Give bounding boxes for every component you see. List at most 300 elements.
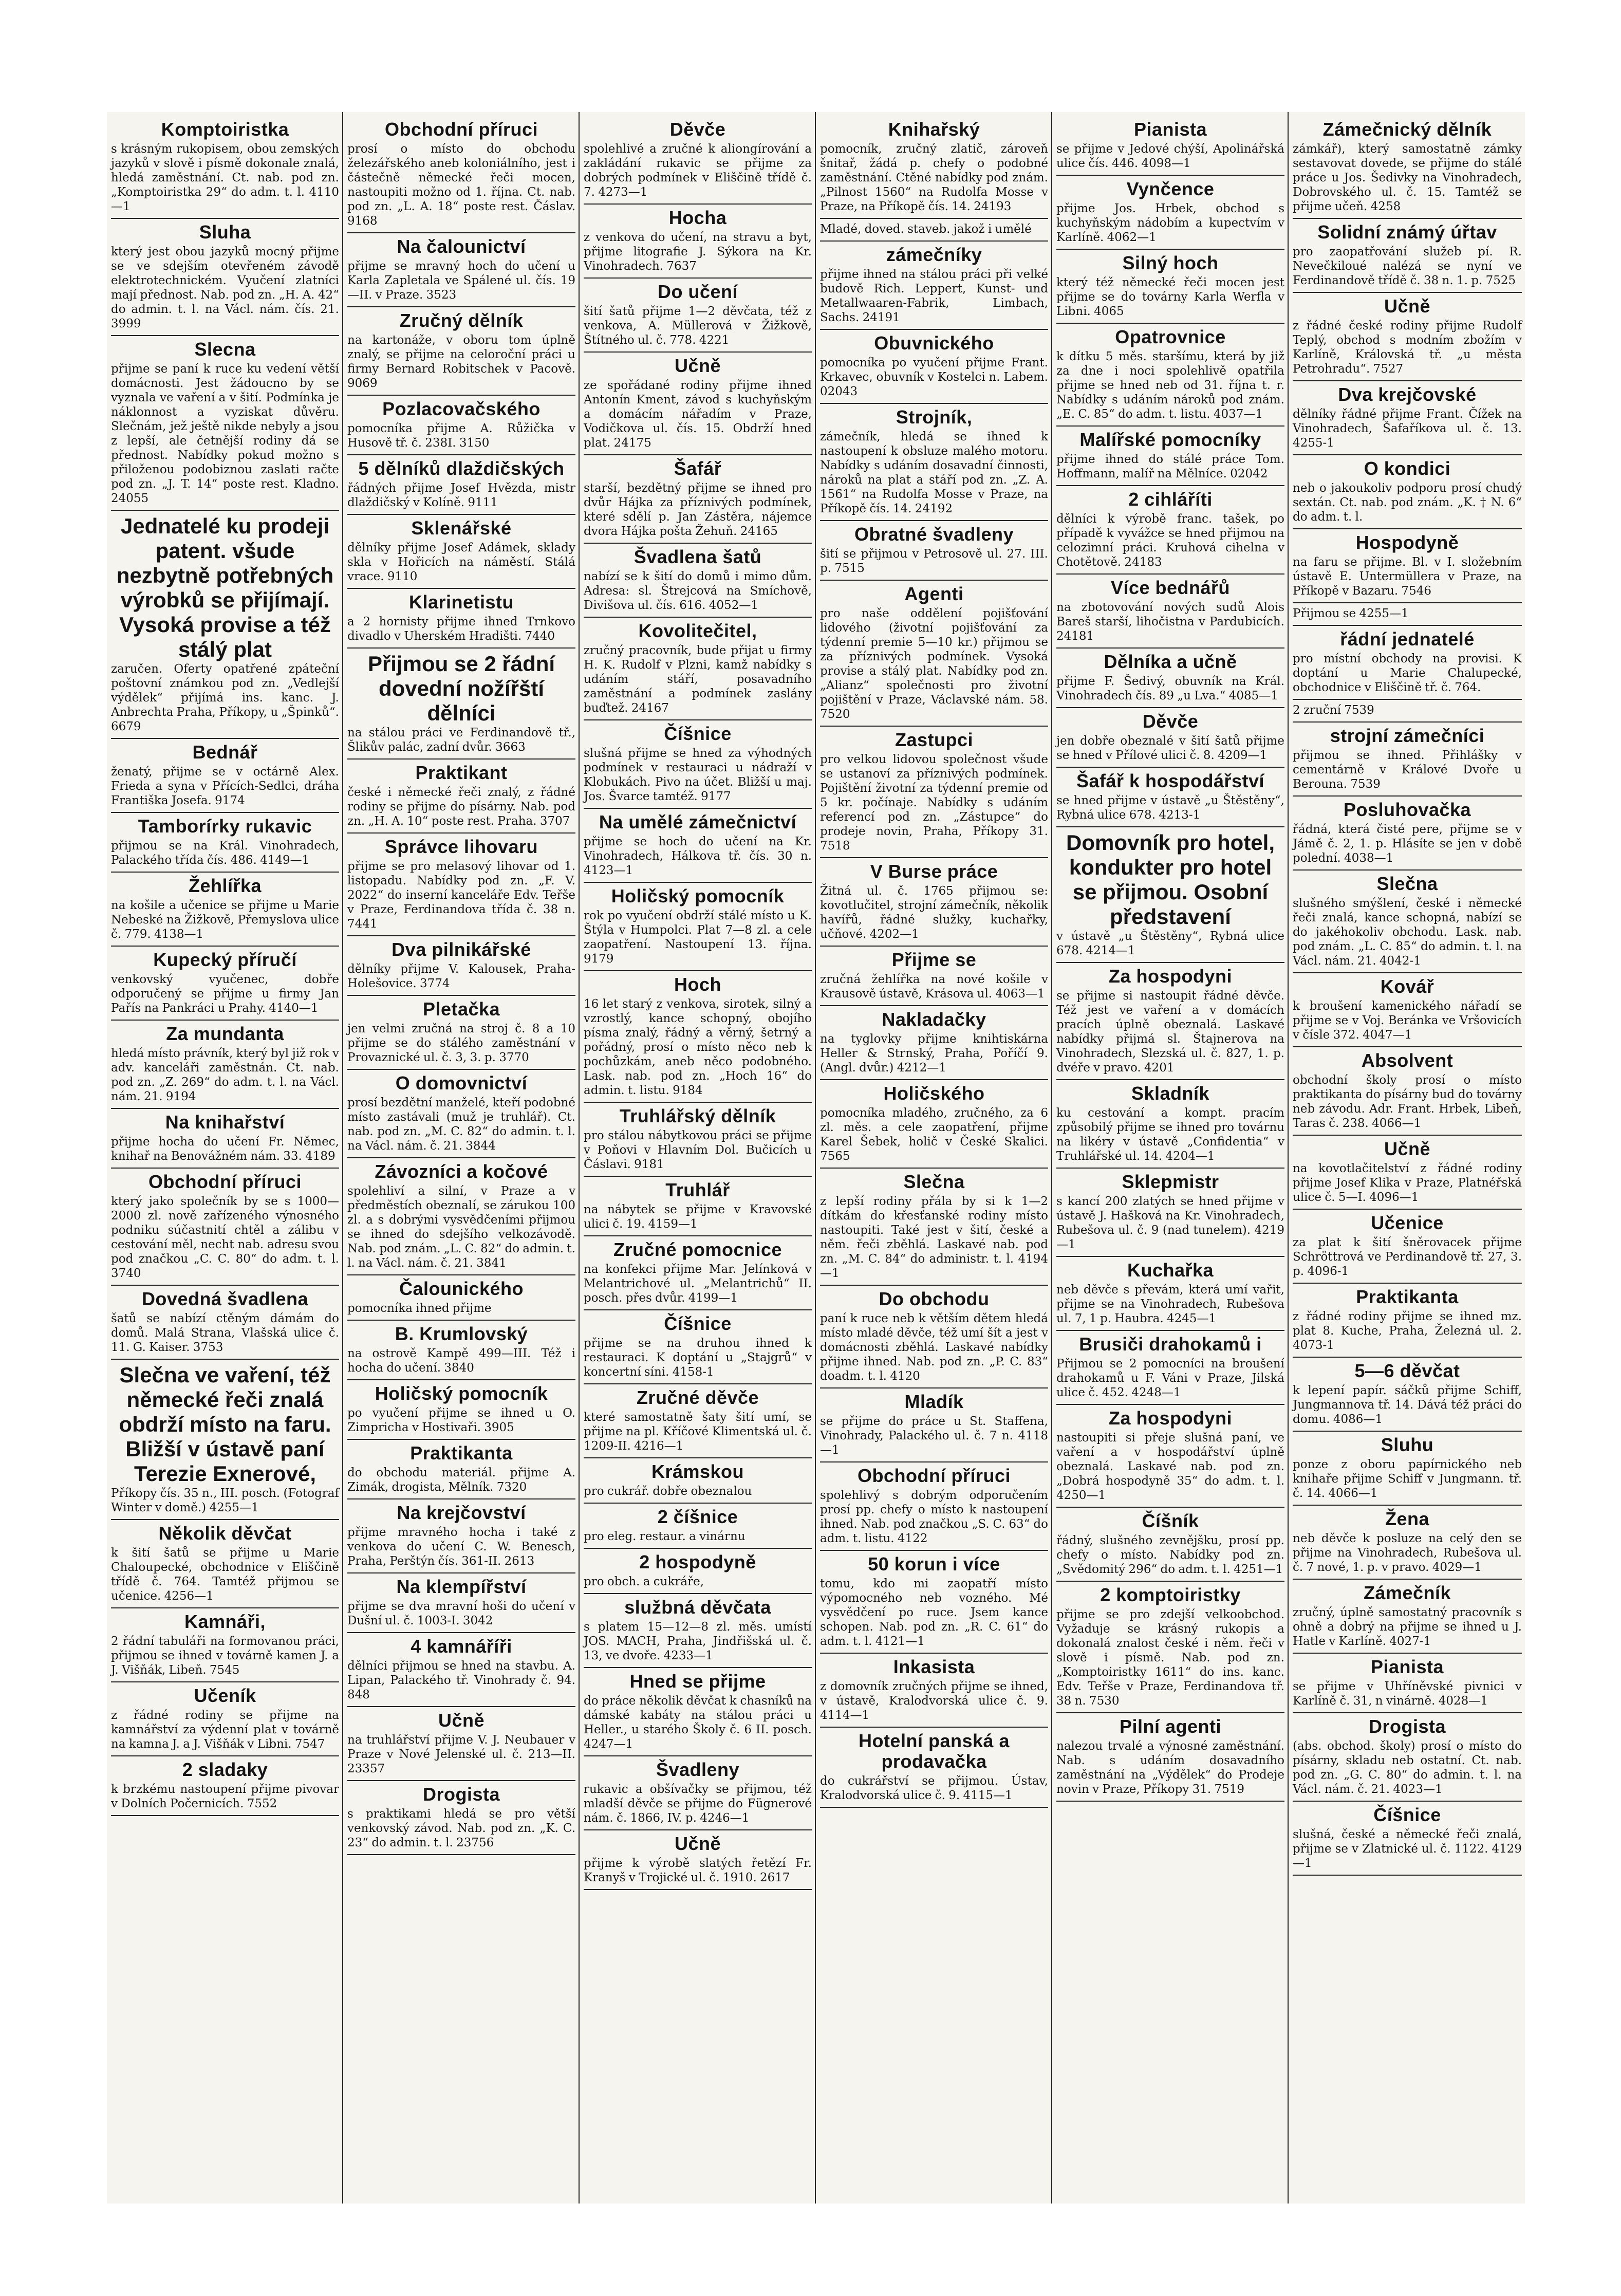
ad-body: přijme se mravný hoch do učení u Karla Zapletala ve Spálené ul. čís. 19—II. v Praze. 3523 — [347, 260, 575, 302]
classified-ad — [584, 279, 812, 353]
ad-body: slušná přijme se hned za výhodných podmínek v restauraci u nádraží v Klobukách. Pivo na účet. Bližší u maj. Jos. Švarce tamtéž. 9177 — [584, 747, 812, 803]
ad-heading: Pletačka — [422, 998, 500, 1020]
classified-ad — [347, 515, 575, 589]
ad-heading: Praktikant — [415, 762, 508, 783]
classified-ad — [820, 521, 1048, 581]
ad-heading: Dělníka a učně — [1104, 651, 1237, 672]
ad-heading: Šafář k hospodářství — [1076, 770, 1265, 791]
ad-heading: 2 sladaky — [182, 1759, 268, 1780]
classified-ad — [347, 1158, 575, 1275]
ad-body: pomocník, zručný zlatič, zároveň šnitař, žádá p. chefy o podobné zaměstnání. Ctěné nabídky pod znám. „Pilnost 1560“ na Rudolfa Mosse v Praze, na Příkopě čís. 14. 24193 — [820, 142, 1048, 213]
classified-ad — [820, 581, 1048, 727]
ad-body: rukavic a obšívačky se přijmou, též mladší děvče se přijme do Fügnerové nám. č. 1866, IV. p. 4246—1 — [584, 1783, 812, 1825]
ad-body: na nábytek se přijme v Kravovské ulici č. 19. 4159—1 — [584, 1203, 812, 1231]
ad-heading: Slecna — [194, 339, 256, 360]
classified-ad — [584, 1236, 812, 1310]
ad-body: starší, bezdětný přijme se ihned pro dvůr Hájka za příznivých podmínek, které sdělí p. Jan Zástěra, nájemce dvora Hájka pošta Žehuň. 24165 — [584, 482, 812, 538]
ad-heading: Vynčence — [1126, 178, 1215, 199]
ad-heading: Hned se přijme — [629, 1671, 766, 1692]
ad-body: na truhlářství přijme V. J. Neubauer v Praze v Nové Jelenské ul. č. 213—II. 23357 — [347, 1733, 575, 1775]
ad-body: šatů se nabízí ctěným dámám do domů. Malá Strana, Vlašská ulice č. 11. G. Kaiser. 3753 — [111, 1312, 339, 1354]
ad-heading: Dva pilnikářské — [392, 939, 531, 960]
classified-ad — [111, 1520, 339, 1608]
classified-ad — [347, 1380, 575, 1440]
classified-ad — [347, 1070, 575, 1158]
ad-heading: Správce lihovaru — [384, 836, 538, 857]
classified-ad — [584, 1756, 812, 1830]
ad-body: v ústavě „u Štěstěny“, Rybná ulice 678. 4214—1 — [1056, 930, 1284, 957]
classified-ad — [347, 936, 575, 996]
ad-heading: Slečna — [1376, 873, 1438, 894]
ad-body: spolehlivý s dobrým odporučením prosí pp. chefy o místo k nastoupení ihned. Nab. pod značkou „S. C. 63“ do adm. t. listu. 4122 — [820, 1489, 1048, 1545]
ad-body: do práce několik děvčat k chasníků na dámské kabáty na stálou práci u Heller., u starého Školy č. 6 II. posch. 4247—1 — [584, 1694, 812, 1751]
ad-heading: Sluha — [199, 221, 251, 243]
ad-body: pomocníka po vyučení přijme Frant. Krkavec, obuvník v Kostelci n. Labem. 02043 — [820, 356, 1048, 398]
classified-ad — [347, 649, 575, 760]
ad-heading: Zámečník — [1363, 1582, 1451, 1603]
ad-heading: Za mundanta — [166, 1023, 284, 1044]
ad-body: k brzkému nastoupení přijme pivovar v Dolních Počernicích. 7552 — [111, 1783, 339, 1810]
classified-ad — [111, 813, 339, 873]
classified-ad — [347, 589, 575, 649]
ad-heading: Drogista — [1368, 1716, 1446, 1737]
ad-heading: 2 číšnice — [657, 1506, 738, 1527]
ad-body: na kovotlačitelství z řádné rodiny přijme Josef Klika v Praze, Platnéřská ulice č. 5—I. 4096—1 — [1293, 1162, 1522, 1204]
classified-ad — [1056, 827, 1284, 963]
ad-body: na košile a učenice se přijme u Marie Nebeské na Žižkově, Přemyslova ulice č. 779. 4138—1 — [111, 899, 339, 941]
ad-heading: Zručné děvče — [636, 1387, 759, 1408]
ad-body: prosí bezdětní manželé, kteří podobné místo zastávali (muž je truhlář). Ct. nab. pod zn. „M. C. 82“ do admin. t. l. na Václ. nám. č. 21. 3844 — [347, 1096, 575, 1153]
ad-heading: Zručné pomocnice — [613, 1239, 782, 1260]
classified-ad — [1056, 575, 1284, 649]
ad-body: Žitná ul. č. 1765 přijmou se: kovotlučitel, strojní zámečník, několik havířů, řádné služky, kuchařky, učňové. 4202—1 — [820, 884, 1048, 941]
classified-ad — [584, 883, 812, 971]
ad-heading: Kupecký příručí — [153, 949, 297, 970]
classified-ad — [584, 971, 812, 1103]
classified-ad — [584, 1830, 812, 1890]
classified-ad — [1293, 700, 1522, 723]
ad-body: pro stálou nábytkovou práci se přijme v Poňovi v Hlavním Dol. Bučicích u Čáslavi. 9181 — [584, 1129, 812, 1171]
ad-body: z řádné české rodiny přijme Rudolf Teplý, obchod s modním zbožím v Karlíně, Královská tř. „u města Petrohradu“. 7527 — [1293, 319, 1522, 376]
newspaper-page — [107, 112, 1525, 2204]
ad-heading: Na čalounictví — [397, 236, 526, 257]
classified-ad — [1293, 871, 1522, 973]
classified-ad — [820, 1286, 1048, 1388]
ad-body: dělníky řádné přijme Frant. Čížek na Vinohradech, Šafaříkova ul. č. 13. 4255-1 — [1293, 408, 1522, 450]
ad-body: hledá místo právník, který byl již rok v adv. kanceláři zaměstnán. Ct. nab. pod zn. „Z. 269“ do adm. t. l. na Václ. nám. 21. 9194 — [111, 1047, 339, 1103]
ad-body: zručný pracovník, bude přijat u firmy H. K. Rudolf v Plzni, kamž nabídky s udáním stáří, posavadního zaměstnání a podmínek zaslány buďtež. 24167 — [584, 644, 812, 715]
ad-body: přijmou se na Král. Vinohradech, Palackého třída čís. 486. 4149—1 — [111, 839, 339, 867]
ad-body: neb o jakoukoliv podporu prosí chudý sextán. Ct. nab. pod znám. „K. † N. 6“ do adm. t. l. — [1293, 482, 1522, 524]
ad-body: dělníci k výrobě franc. tašek, po případě k vyvážce se hned přijmou na celozimní práci. Kruhová cihelna v Chotětově. 24183 — [1056, 512, 1284, 569]
classified-ad — [347, 1321, 575, 1380]
ad-heading: Absolvent — [1361, 1050, 1454, 1071]
ad-display-heading: Domovník pro hotel, kondukter pro hotel se přijmou. Osobní představení — [1066, 830, 1275, 929]
classified-ad — [347, 307, 575, 396]
ad-heading: Pozlacovačského — [382, 398, 541, 419]
ad-body: pro místní obchody na provisi. K doptání u Marie Chalupecké, obchodnice v Eliščině tř. č. 764. — [1293, 652, 1522, 694]
ad-display-heading: Slečna ve vaření, též německé řeči znalá obdrží místo na faru. Bližší v ústavě paní Terezie Exnerové, — [119, 1363, 331, 1486]
classified-ad — [111, 116, 339, 219]
ad-heading: Praktikanta — [410, 1442, 513, 1464]
ad-body: šití šatů přijme 1—2 děvčata, též z venkova, A. Müllerová v Žižkově, Štítného ul. č. 778. 4221 — [584, 305, 812, 347]
ad-body: přijme se hoch do učení na Kr. Vinohradech, Hálkova tř. čís. 30 n. 4123—1 — [584, 835, 812, 877]
classified-ad — [111, 1682, 339, 1756]
ad-body: přijme ihned do stálé práce Tom. Hoffmann, malíř na Mělníce. 02042 — [1056, 453, 1284, 480]
ad-heading: O kondici — [1364, 458, 1451, 479]
ad-heading: 4 kamnáříři — [411, 1636, 512, 1657]
classified-ad — [347, 116, 575, 233]
ad-heading: O domovnictví — [395, 1072, 528, 1094]
ad-body: Mladé, doved. staveb. jakož i umělé — [820, 223, 1032, 236]
ad-display-heading: Přijmou se 2 řádní dovední nožířští dělníci — [367, 652, 555, 725]
classified-ad — [1056, 1169, 1284, 1257]
ad-body: přijme k výrobě slatých řetězí Fr. Kranyš v Trojické ul. č. 1910. 2617 — [584, 1857, 812, 1884]
ad-heading: službná děvčata — [624, 1597, 771, 1618]
classified-ad — [1293, 219, 1522, 293]
ad-body: který jako společník by se s 1000—2000 zl. nově zařízeného výnosného podniku súčastnití chtěl a zálibu v cestování měl, necht nab. adresu svou pod značkou „C. C. 80“ do adm. t. l. 3740 — [111, 1195, 339, 1280]
ad-body: z řádné rodiny se přijme na kamnářství za výdenní plat v továrně na kamna J. a J. Višňák v Libni. 7547 — [111, 1709, 339, 1751]
classified-ad — [820, 1654, 1048, 1728]
ad-body: jen dobře obeznalé v šití šatů přijme se hned v Přílové ulici č. 8. 4209—1 — [1056, 734, 1284, 762]
ad-heading: 50 korun i více — [868, 1553, 1000, 1575]
ad-body: spolehliví a silní, v Praze a v předměstích obeznalí, se zárukou 100 zl. a s dobrými vysvědčeními přijmou se ihned do sdejšího velkozávodě. Nab. pod znám. „L. C. 82“ do admin. t. l. na Václ. nám. č. 21. 3841 — [347, 1184, 575, 1270]
ad-heading: Holičský pomocník — [375, 1383, 548, 1404]
ad-heading: Brusiči drahokamů i — [1079, 1334, 1262, 1355]
classified-ad — [347, 1573, 575, 1633]
ad-body: šití se přijmou v Petrosově ul. 27. III. p. 7515 — [820, 547, 1048, 575]
classified-ad — [584, 1177, 812, 1236]
ad-body: na ostrově Kampě 499—III. Též i hocha do učení. 3840 — [347, 1347, 575, 1375]
ad-heading: Závozníci a kočové — [375, 1161, 548, 1182]
ad-body: do cukrářství se přijmou. Ústav, Kralodvorská ulice č. 9. 4115—1 — [820, 1774, 1048, 1802]
ad-display-heading: Jednatelé ku prodeji patent. všude nezbytně potřebných výrobků se přijímají. Vysoká provise a též stálý plat — [116, 514, 334, 661]
ad-heading: Sluhu — [1381, 1434, 1434, 1455]
ad-body: prosí o místo do obchodu železářského aneb koloniálního, jest i částečně německé řeči mocen, nastoupiti možno od 1. října. Ct. nab. pod zn. „L. A. 18“ poste rest. Čáslav. 9168 — [347, 142, 575, 228]
ad-body: po vyučení přijme se ihned u O. Zimpricha v Hostivaři. 3905 — [347, 1406, 575, 1434]
ad-heading: Posluhovačka — [1343, 799, 1471, 820]
ad-body: paní k ruce neb k větším dětem hledá místo mladé děvče, též umí šít a jest v domácnosti zběhlá. Laskavé nabídky přijme ihned. Nab. pod zn. „P. C. 83“ doadm. t. l. 4120 — [820, 1312, 1048, 1383]
classified-ad — [584, 205, 812, 279]
ad-body: na tyglovky přijme knihtiskárna Heller & Strnský, Praha, Poříčí 9. (Angl. dvůr.) 4212—1 — [820, 1032, 1048, 1075]
ad-body: přijme Jos. Hrbek, obchod s kuchyňským nádobím a kupectvím v Karlíně. 4062—1 — [1056, 202, 1284, 244]
ad-body: na faru se přijme. Bl. v I. složebním ústavě E. Untermüllera v Praze, na Příkopě v Bazaru. 7546 — [1293, 556, 1522, 598]
ad-heading: Zručný dělník — [399, 310, 524, 331]
ad-body: pro obch. a cukráře, — [584, 1575, 704, 1588]
ad-heading: Učně — [1384, 295, 1431, 317]
ad-heading: Slečna — [903, 1171, 965, 1192]
ad-heading: Pianista — [1133, 119, 1207, 140]
classified-ad — [1293, 1506, 1522, 1580]
ad-heading: 2 komptoiristky — [1100, 1584, 1241, 1605]
classified-ad — [1293, 603, 1522, 626]
classified-ad — [111, 739, 339, 813]
classified-ad — [111, 511, 339, 739]
ad-heading: Více bednářů — [1110, 577, 1231, 598]
ad-body: s praktikami hledá se pro větší venkovský závod. Nab. pod zn. „K. C. 23“ do admin. t. l. 23756 — [347, 1807, 575, 1849]
classified-ad — [111, 1360, 339, 1520]
ad-heading: Dovedná švadlena — [141, 1288, 309, 1309]
ad-heading: Číšnice — [664, 723, 732, 744]
ad-heading: Zámečnický dělník — [1322, 119, 1492, 140]
classified-ad — [1056, 1080, 1284, 1169]
classified-ad — [820, 1006, 1048, 1080]
classified-ad — [820, 219, 1048, 242]
classified-ad — [347, 1633, 575, 1707]
ad-heading: Drogista — [422, 1784, 500, 1805]
classified-ad — [584, 544, 812, 618]
ad-body: se hned přijme v ústavě „u Štěstěny“, Rybná ulice 678. 4213-1 — [1056, 794, 1284, 822]
ad-heading: 2 cihláříti — [1128, 489, 1213, 510]
ad-body: který též německé řeči mocen jest přijme se do továrny Karla Werfla v Libni. 4065 — [1056, 276, 1284, 318]
classified-ad — [1056, 1257, 1284, 1331]
ad-heading: Několik děvčat — [158, 1523, 292, 1544]
ad-body: nabízí se k šití do domů i mimo dům. Adresa: sl. Štrejcová na Smíchově, Divišova ul. čís. 616. 4052—1 — [584, 570, 812, 612]
ad-body: zámkář), který samostatně zámky sestavovat dovede, se přijme do stálé práce u Jos. Šedivky na Vinohradech, Dobrovského ul. č. 15. Tamtéž se přijme učeň. 4258 — [1293, 142, 1522, 213]
ad-body: nalezou trvalé a výnosné zaměstnání. Nab. s udáním dosavadního zaměstnání na „Výdělek“ do Prodeje novin v Praze, Příkopy 31. 7519 — [1056, 1739, 1284, 1796]
ad-body: ku cestování a kompt. pracím způsobilý přijme se ihned pro továrnu na likéry v ústavě „Confidentia“ v Truhlářské ul. 14. 4204—1 — [1056, 1106, 1284, 1163]
ad-heading: zámečníky — [886, 244, 982, 265]
ad-heading: Truhlářský dělník — [619, 1105, 776, 1126]
ad-heading: Za hospodyni — [1109, 1408, 1232, 1429]
ad-heading: Tamborírky rukavic — [138, 816, 312, 837]
classified-ad — [1056, 963, 1284, 1080]
ad-heading: Zastupci — [895, 729, 974, 750]
ad-heading: Kovolitečitel, — [638, 620, 757, 641]
ad-body: na kartonáže, v oboru tom úplně znalý, se přijme na celoroční práci u firmy Bernard Robitschek v Pacově. 9069 — [347, 334, 575, 390]
classified-ad — [1056, 176, 1284, 250]
ad-heading: Do obchodu — [879, 1288, 990, 1309]
classified-ad — [1293, 1136, 1522, 1210]
ad-heading: Kuchařka — [1127, 1260, 1214, 1281]
ad-heading: Učně — [438, 1710, 485, 1731]
classified-ad — [111, 1608, 339, 1682]
ad-body: neb děvče s převám, která umí vařit, přijme se na Vinohradech, Rubešova ul. 7, 1 p. Haubra. 4245—1 — [1056, 1283, 1284, 1325]
ad-heading: Učně — [674, 355, 721, 376]
classified-ad — [1293, 1432, 1522, 1506]
ad-heading: Nakladačky — [882, 1009, 986, 1030]
ad-heading: Hospodyně — [1355, 532, 1459, 553]
ad-body: se přijme v Jedové chýší, Apolinářská ulice čís. 446. 4098—1 — [1056, 142, 1284, 170]
classified-ad — [1293, 626, 1522, 700]
ad-heading: Číšnice — [664, 1313, 732, 1334]
classified-ad — [347, 1275, 575, 1321]
classified-ad — [111, 336, 339, 511]
classified-ad — [1293, 1580, 1522, 1654]
classified-ad — [347, 834, 575, 936]
ad-body: pro eleg. restaur. a vinárnu — [584, 1530, 746, 1543]
classified-ad — [1056, 1331, 1284, 1405]
classified-ad — [347, 1440, 575, 1499]
ad-column-5 — [1052, 112, 1289, 2204]
ad-heading: Obchodní příruci — [148, 1171, 302, 1192]
ad-heading: Sklenářské — [411, 517, 512, 539]
classified-ad — [820, 1080, 1048, 1169]
ad-heading: Inkasista — [893, 1656, 975, 1677]
ad-heading: strojní zámečníci — [1330, 725, 1485, 746]
classified-ad — [820, 404, 1048, 521]
ad-body: se přijme si nastoupit řádné děvče. Též jest ve vaření a v domácích pracích úplně obeznalá. Laskavé nabídky přijmá sl. Štajnerova na Vinohradech, Slezská ul. č. 827, 1. p. dvéře v pravo. 4201 — [1056, 989, 1284, 1075]
ad-heading: Učenice — [1371, 1212, 1444, 1233]
ad-heading: Číšnice — [1373, 1804, 1441, 1825]
ad-body: slušného smýšlení, české i německé řeči znalá, kance schopná, nabízí se do jakéhokoliv obchodu. Lask. nab. pod znám. „L. C. 85“ do admin. t. l. na Václ. nám. 21. 4042-1 — [1293, 897, 1522, 968]
ad-body: spolehlivé a zručné k aliongírování a zakládání rukavic se přijme za dobrých podmínek v Eliščině třídě č. 7. 4273—1 — [584, 142, 812, 199]
classified-ad — [820, 1728, 1048, 1808]
ad-body: venkovský vyučenec, dobře odporučený se přijme u firmy Jan Pařís na Pankráci u Prahy. 4140—1 — [111, 973, 339, 1015]
ad-heading: 5—6 děvčat — [1354, 1360, 1460, 1381]
ad-body: pro zaopatřování služeb pí. R. Nevečkiloué nalézá se nyní ve Ferdinandově třídě č. 38 n. 1. p. 7525 — [1293, 245, 1522, 287]
ad-heading: Švadlena šatů — [634, 546, 762, 567]
ad-heading: Učně — [1384, 1138, 1431, 1159]
classified-ad — [347, 1707, 575, 1781]
ad-body: řádná, která čisté pere, přijme se v Jámě č. 2, 1. p. Hlásíte se jen v době polední. 4038—1 — [1293, 823, 1522, 865]
ad-body: zručný, úplně samostatný pracovník s ohně a dobrý na přijme se ihned u J. Hatle v Karlíně. 4027-1 — [1293, 1606, 1522, 1648]
classified-ad — [1056, 116, 1284, 176]
ad-heading: Přijme se — [891, 949, 977, 970]
ad-column-4 — [816, 112, 1052, 2204]
ad-body: k broušení kamenického nářadí se přijme se v Voj. Beránka ve Vršovicích v čísle 372. 4047—1 — [1293, 999, 1522, 1042]
ad-heading: Skladník — [1131, 1083, 1210, 1104]
classified-ad — [584, 1310, 812, 1384]
ad-heading: Bednář — [192, 742, 258, 763]
classified-ad — [1056, 1582, 1284, 1713]
ad-heading: V Burse práce — [870, 861, 998, 882]
classified-ad — [820, 858, 1048, 947]
classified-ad — [584, 720, 812, 809]
classified-ad — [111, 1109, 339, 1169]
ad-body: z řádné rodiny přijme se ihned mz. plat 8. Kuche, Praha, Železná ul. 2. 4073-1 — [1293, 1310, 1522, 1352]
ad-body: řádných přijme Josef Hvězda, mistr dlaždičský v Kolíně. 9111 — [347, 482, 575, 509]
classified-ad — [347, 233, 575, 307]
classified-ad — [584, 1549, 812, 1594]
ad-body: k lepení papír. sáčků přijme Schiff, Jungmannova tř. 14. Dává též práci do domu. 4086—1 — [1293, 1384, 1522, 1426]
classified-ad — [584, 1103, 812, 1177]
ad-heading: Obchodní příruci — [857, 1465, 1011, 1486]
classified-ad — [1293, 1802, 1522, 1876]
ad-heading: Truhlář — [665, 1179, 730, 1200]
classified-ad — [111, 873, 339, 947]
classified-ad — [111, 1756, 339, 1816]
ad-body: ponze z oboru papírnického neb knihaře přijme Schiff v Jungmann. tř. č. 14. 4066—1 — [1293, 1458, 1522, 1500]
ad-body: dělníci přijmou se hned na stavbu. A. Lipan, Palackého tř. Vinohrady č. 94. 848 — [347, 1659, 575, 1701]
classified-ad — [1056, 768, 1284, 827]
classified-ad — [584, 1458, 812, 1504]
classified-ad — [1056, 1508, 1284, 1582]
classified-ad — [347, 1781, 575, 1855]
classified-ad — [111, 1169, 339, 1286]
ad-heading: Solidní známý úřtav — [1317, 221, 1497, 243]
ad-body: zaručen. Oferty opatřené zpáteční poštovní známkou pod zn. „Vedlejší výdělek“ přijímá ins. kanc. J. Anbrechta Praha, Příkopy, u „Špinků“. 6679 — [111, 662, 339, 733]
ad-heading: 2 hospodyně — [639, 1551, 756, 1572]
ad-heading: Obchodní příruci — [384, 119, 538, 140]
classified-ad — [584, 455, 812, 544]
classified-ad — [1056, 708, 1284, 768]
ad-body: nastoupiti si přeje slušná paní, ve vaření a v hospodářství úplně obeznalá. Laskavé nab. pod zn. „Dobrá hospodyně 35“ do adm. t. l. 4250—1 — [1056, 1431, 1284, 1502]
ad-body: Příkopy čís. 35 n., III. posch. (Fotograf Winter v domě.) 4255—1 — [111, 1487, 339, 1514]
ad-heading: Šafář — [674, 458, 722, 479]
classified-ad — [1293, 529, 1522, 603]
classified-ad — [1293, 116, 1522, 219]
classified-ad — [820, 1388, 1048, 1462]
ad-body: slušná, české a německé řeči znalá, přijme se v Zlatnické ul. č. 1122. 4129—1 — [1293, 1828, 1522, 1870]
classified-ad — [111, 219, 339, 336]
ad-column-6 — [1289, 112, 1525, 2204]
ad-body: a 2 hornisty přijme ihned Trnkovo divadlo v Uherském Hradišti. 7440 — [347, 615, 575, 643]
ad-body: pro cukrář. dobře obeznalou — [584, 1485, 752, 1498]
classified-ad — [1293, 455, 1522, 529]
ad-body: se přijme v Uhříněvské pivnici v Karlíně č. 31, n vinárně. 4028—1 — [1293, 1680, 1522, 1708]
ad-heading: řádní jednatelé — [1340, 628, 1475, 650]
ad-body: řádný, slušného zevnějšku, prosí pp. chefy o místo. Nabídky pod zn. „Svědomitý 296“ do adm. t. l. 4251—1 — [1056, 1534, 1284, 1576]
ad-body: s kancí 200 zlatých se hned přijme v ústavě J. Hašková na Kr. Vinohradech, Rubešova ul. č. 9 (nad tunelem). 4219—1 — [1056, 1195, 1284, 1251]
classified-ad — [820, 1169, 1048, 1286]
classified-ad — [1056, 1405, 1284, 1508]
ad-heading: Agenti — [904, 583, 964, 604]
classified-ad — [347, 1499, 575, 1573]
classified-ad — [1293, 1713, 1522, 1802]
ad-body: na stálou práci ve Ferdinandově tř., Šlikův palác, zadní dvůr. 3663 — [347, 726, 575, 754]
ad-body: se přijme do práce u St. Staffena, Vinohrady, Palackého ul. č. 7 n. 4118—1 — [820, 1415, 1048, 1457]
classified-ad — [584, 353, 812, 455]
ad-heading: Kamnáři, — [184, 1611, 266, 1632]
ad-body: s platem 15—12—8 zl. měs. umístí JOS. MACH, Praha, Jindřišská ul. č. 13, ve dvoře. 4233—1 — [584, 1620, 812, 1662]
ad-body: Přijmou se 4255—1 — [1293, 607, 1409, 620]
classified-ad — [1056, 1713, 1284, 1802]
classified-ad — [1293, 1358, 1522, 1432]
ad-body: z domovník zručných přijme se ihned, v ústavě, Kralodvorská ulice č. 9. 4114—1 — [820, 1680, 1048, 1722]
ad-heading: Kovář — [1380, 976, 1434, 997]
ad-heading: Děvče — [669, 119, 726, 140]
classified-ad — [1293, 381, 1522, 455]
classified-ad — [1056, 649, 1284, 708]
ad-heading: Do učení — [657, 281, 738, 302]
ad-body: ženatý, přijme se v octárně Alex. Frieda a syna v Přících-Sedlci, dráha Františka Josefa. 9174 — [111, 765, 339, 807]
ad-heading: Hocha — [668, 207, 727, 228]
ad-heading: Za hospodyni — [1109, 966, 1232, 987]
ad-heading: B. Krumlovský — [395, 1323, 528, 1344]
ad-body: pro velkou lidovou společnost všude se ustanoví za příznivých podmínek. Pojištění životní za týdenní premie od 5 kr. počínaje. Nabídky s udáním referencí pod zn. „Zástupce“ do prodeje novin, Praha, Příkopy 31. 7518 — [820, 753, 1048, 853]
classified-ad — [1056, 324, 1284, 427]
ad-body: za plat k šití šněrovacek přijme Schröttrová ve Perdinandově tř. 27, 3. p. 4096-1 — [1293, 1236, 1522, 1278]
ad-body: 2 řádní tabuláři na formovanou práci, přijmou se ihned v továrně kamen J. a J. Višňák, Libeň. 7545 — [111, 1635, 339, 1677]
classified-ad — [1293, 797, 1522, 871]
ad-heading: Knihařský — [888, 119, 980, 140]
ad-heading: Na krejčovství — [397, 1502, 526, 1523]
ad-body: tomu, kdo mi zaopatří místo výpomocného neb vozného. Mé vysvědčení po ruce. Jsem kance schopen. Nab. pod zn. „R. C. 61“ do adm. t. l. 4121—1 — [820, 1577, 1048, 1648]
classified-ad — [347, 455, 575, 515]
ad-body: přijme se na druhou ihned k restauraci. K doptání u „Stajgrů“ v koncertní síni. 4158-1 — [584, 1337, 812, 1379]
ad-heading: Sklepmistr — [1122, 1171, 1219, 1192]
ad-body: 16 let starý z venkova, sirotek, silný a vzrostlý, kance schopný, obojího písma znalý, řádný a věrný, šetrný a pořádný, prosí o místo něco neb k pochůzkám, aneb něco podobného. Lask. nab. pod zn. „Hoch 16“ do admin. t. listu. 9184 — [584, 997, 812, 1097]
classified-ad — [820, 116, 1048, 219]
classified-ad — [820, 1462, 1048, 1551]
ad-heading: Pilní agenti — [1119, 1716, 1222, 1737]
ad-body: zámečník, hledá se ihned k nastoupení k obsluze malého motoru. Nabídky s udáním dosavadní činnosti, nároků na plat a stáří pod zn. „Z. A. 1561“ na Rudolfa Mosse v Praze, na Příkopě čís. 14. 24192 — [820, 430, 1048, 515]
ad-body: přijme F. Šedivý, obuvník na Král. Vinohradech čís. 89 „u Lva.“ 4085—1 — [1056, 675, 1284, 702]
classified-ad — [584, 1668, 812, 1756]
ad-heading: Opatrovnice — [1115, 326, 1226, 347]
ad-heading: Učeník — [194, 1685, 256, 1706]
ad-heading: Žena — [1385, 1508, 1430, 1529]
classified-ad — [1056, 427, 1284, 486]
ad-body: české i německé řeči znalý, z řádné rodiny se přijme do písárny. Nab. pod zn. „H. A. 10“ poste rest. Praha. 3707 — [347, 786, 575, 828]
classified-ad — [347, 996, 575, 1070]
ad-heading: Učně — [674, 1833, 721, 1854]
classified-ad — [820, 330, 1048, 404]
classified-ad — [111, 1021, 339, 1109]
ad-body: přijme se paní k ruce ku vedení větší domácnosti. Jest žádoucno by se vyznala ve vaření a v šití. Podmínka je náklonnost a vyziskat důvěru. Slečnám, jež ještě nikde nebyly a jsou z lepší, ale četnější rodiny dá se přednost. Nabídky pokud možno s přiloženou podobiznou zaslati račte pod zn. „J. T. 14“ poste rest. Kladno. 24055 — [111, 362, 339, 505]
ad-heading: Čalounického — [399, 1278, 524, 1299]
